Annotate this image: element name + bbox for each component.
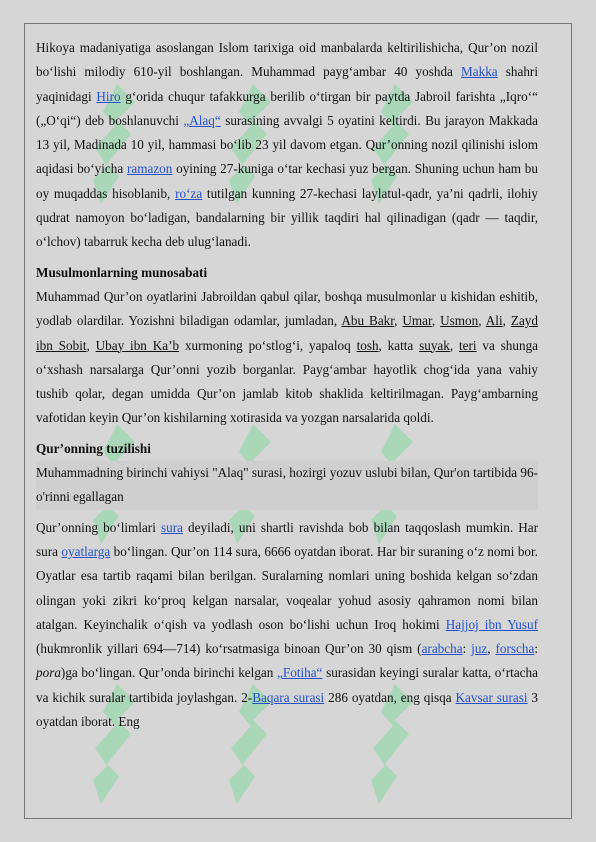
text: , [487, 641, 496, 657]
text: surasidan keyingi suralar katta, o‘rtacha va kichik suralar tartibida joylashgan. 2- [36, 665, 538, 705]
text: Qur’onning bo‘limlari [36, 519, 161, 535]
text: : [534, 641, 538, 657]
link-kavsar-surasi[interactable]: Kavsar surasi [455, 689, 528, 705]
paragraph-history [36, 36, 538, 255]
text: , [86, 337, 96, 353]
text: , [431, 313, 441, 329]
link-suyak[interactable]: suyak [419, 337, 450, 353]
text: va shunga o‘xshash narsalarga Qur’onni yozib borganlar. Payg‘ambar hayotlik chog‘ida yana vahiy tushib qolar, degan umidda Qur’on jamlab kitob shaklida keltirilmagan. Payg‘ambarning vafotidan keyin Qur’on kishilarning xotirasida va yozgan narsalarida qoldi. [36, 337, 539, 426]
link-makka[interactable]: Makka [461, 64, 498, 80]
article-body [36, 36, 538, 740]
highlighted-note: Muhammadning birinchi vahiysi "Alaq" surasi, hozirgi yozuv uslubi bilan, Qur'on tartibida 96-o'rinni egallagan [36, 461, 538, 510]
link-umar[interactable]: Umar [402, 313, 432, 329]
italic-pora: pora [36, 665, 61, 681]
link-zayd-ibn-sobit[interactable]: Zayd ibn Sobit [36, 313, 538, 353]
text: deyiladi, uni shartli ravishda bob bilan taqqoslash mumkin. Har sura [36, 519, 538, 559]
link-hajjoj-ibn-yusuf[interactable]: Hajjoj ibn Yusuf [445, 616, 538, 632]
link-abu-bakr[interactable]: Abu Bakr [341, 313, 395, 329]
link-ali[interactable]: Ali [485, 313, 503, 329]
link-forscha[interactable]: forscha [495, 641, 535, 657]
link-oyatlarga[interactable]: oyatlarga [61, 543, 111, 559]
link-baqara-surasi[interactable]: Baqara surasi [252, 689, 325, 705]
text: , katta [378, 337, 420, 353]
link-tosh[interactable]: tosh [356, 337, 379, 353]
link-sura[interactable]: sura [160, 519, 183, 535]
paragraph-muslims [36, 285, 538, 431]
text: shahri yaqinidagi [36, 64, 538, 104]
text: bo‘lingan. Qur’on 114 sura, 6666 oyatdan iborat. Har bir suraning o‘z nomi bor. Oyatlar esa tartib raqami bilan berilgan. Suralarning nomlari uning boshida kelgan so‘zdan olingan yoki zikri ko‘proq kelgan narsalar, voqealar yohud asosiy qahramon nomi bilan atalgan. Keyinchalik o‘qish va yodlash oson bo‘lishi uchun Iroq hokimi [36, 543, 538, 632]
link-alaq[interactable]: „Alaq“ [183, 112, 221, 128]
section-heading-muslims: Musulmonlarning munosabati [36, 264, 208, 280]
text: 3 oyatdan iborat. Eng [36, 689, 539, 730]
link-ubay-ibn-kab[interactable]: Ubay ibn Ka’b [95, 337, 180, 353]
link-usmon[interactable]: Usmon [440, 313, 479, 329]
link-juz[interactable]: juz [471, 641, 488, 657]
paragraph-structure [36, 516, 538, 735]
text: , [502, 313, 511, 329]
link-teri[interactable]: teri [459, 337, 477, 353]
text: : [462, 641, 472, 657]
link-fotiha[interactable]: „Fotiha“ [277, 665, 323, 681]
link-hiro[interactable]: Hiro [96, 88, 121, 104]
text: (hukmronlik yillari 694—714) ko‘rsatmasiga binoan Qur’on 30 qism ( [36, 641, 422, 657]
text: )ga bo‘lingan. Qur’onda birinchi kelgan [60, 665, 277, 681]
document-page [24, 23, 572, 819]
text: g‘orida chuqur tafakkurga berilib o‘tirgan bir paytda Jabroil farishta „Iqro‘“ („O‘qi“) deb boshlanuvchi [36, 88, 538, 128]
text: , [449, 337, 460, 353]
text: , [478, 313, 486, 329]
text: surasining avvalgi 5 oyatini keltirdi. Bu jarayon Makkada 13 yil, Madinada 10 yil, hammasi bo‘lib 23 yil davom etgan. Qur’onning nozil qilinishi islom aqidasi bo‘yicha [36, 112, 538, 177]
text: Hikoya madaniyatiga asoslangan Islom tarixiga oid manbalarda keltirilishicha, Qur’on nozil bo‘lishi milodiy 610-yil boshlangan. Muhammad payg‘ambar 40 yoshda [36, 40, 538, 80]
link-arabcha[interactable]: arabcha [421, 641, 463, 657]
section-heading-structure: Qur’onning tuzilishi [36, 440, 151, 456]
text: tutilgan kunning 27-kechasi laylatul-qadr, ya’ni qadrli, ilohiy qudrat namoyon bo‘ladigan, bandalarning bir yillik taqdiri hal qilinadigan (qadr — taqdir, o‘lchov) tabarruk kecha deb ulug‘lanadi. [36, 185, 538, 250]
text: 286 oyatdan, eng qisqa [324, 689, 456, 705]
link-ramazon[interactable]: ramazon [126, 161, 173, 177]
text: , [394, 313, 403, 329]
link-roza[interactable]: ro‘za [175, 185, 203, 201]
text: oyining 27-kuniga o‘tar kechasi yuz bergan. Shuning uchun ham bu oy muqaddas hisoblanib, [36, 161, 538, 201]
text: xurmoning po‘stlog‘i, yapaloq [179, 337, 357, 353]
text: Muhammad Qur’on oyatlarini Jabroildan qabul qilar, boshqa musulmonlar u kishidan eshitib, yodlab olardilar. Yozishni biladigan odamlar, jumladan, [36, 288, 538, 329]
